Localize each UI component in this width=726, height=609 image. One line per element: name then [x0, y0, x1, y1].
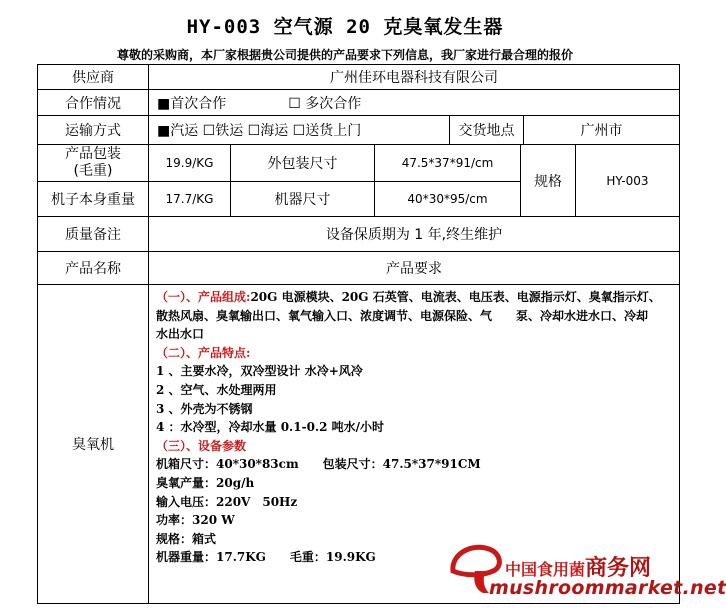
coop-first-option[interactable]: ■首次合作 [157, 95, 227, 112]
coop-multi-option[interactable]: ☐ 多次合作 [288, 95, 362, 112]
pack-weight: 19.9/KG [148, 144, 231, 182]
quality-value: 设备保质期为 1 年,终生维护 [148, 216, 680, 252]
param-3: 输入电压：220V 50Hz [156, 494, 298, 509]
transport-label: 运输方式 [37, 115, 149, 145]
param-5: 规格：箱式 [156, 531, 217, 546]
net-weight-value: 17.7/KG [148, 181, 231, 217]
quality-label: 质量备注 [37, 216, 149, 252]
feature-4: 4 ：水冷型，冷却水量 0.1-0.2 吨水/小时 [156, 420, 385, 435]
coop-options [148, 89, 680, 116]
composition-heading: （一）、产品组成: [156, 290, 251, 304]
coop-label: 合作情况 [37, 89, 149, 116]
outer-size-value: 47.5*37*91/cm [374, 144, 521, 182]
params-heading: （三）、设备参数 [156, 438, 247, 453]
watermark-en: mushroommarket.net [489, 577, 726, 599]
watermark-logo [445, 537, 726, 603]
pack-label-text: 产品包装(毛重) [65, 146, 121, 179]
intro-text: 尊敬的采购商，本厂家根据贵公司提供的产品要求下列信息，我厂家进行最合理的报价 [116, 48, 573, 62]
product-req-label: 产品要求 [148, 251, 680, 285]
document-title: HY-003 空气源 20 克臭氧发生器 [186, 16, 504, 38]
feature-3: 3 、外壳为不锈钢 [156, 401, 253, 416]
features-heading: （二）、产品特点: [156, 345, 251, 360]
param-4: 功率：320 W [156, 513, 235, 528]
product-name-value: 臭氧机 [37, 284, 149, 604]
machine-size-value: 40*30*95/cm [374, 181, 521, 217]
delivery-value: 广州市 [523, 115, 680, 145]
composition-line-1 [156, 288, 674, 307]
param-6: 机器重量：17.7KG 毛重：19.9KG [156, 550, 376, 565]
net-weight-label: 机子本身重量 [37, 181, 149, 217]
feature-1: 1 、主要水冷，双冷型设计 水冷+风冷 [156, 364, 363, 379]
watermark-cn-big: 商务网 [585, 556, 652, 581]
spec-value: HY-003 [575, 144, 680, 217]
feature-2: 2 、空气、水处理两用 [156, 382, 277, 397]
param-2: 臭氧产量：20g/h [156, 475, 255, 490]
composition-text-1: 20G 电源模块、20G 石英管、电流表、电压表、电源指示灯、臭氧指示灯、 [250, 290, 661, 304]
param-1: 机箱尺寸：40*30*83cm 包装尺寸：47.5*37*91CM [156, 457, 481, 472]
machine-size-label: 机器尺寸 [230, 181, 375, 217]
outer-size-label: 外包装尺寸 [230, 144, 375, 182]
product-name-label: 产品名称 [37, 251, 149, 285]
spec-label: 规格 [520, 144, 576, 217]
supplier-label: 供应商 [37, 64, 149, 90]
composition-line-2: 散热风扇、臭氧输出口、氧气输入口、浓度调节、电源保险、气 泵、冷却水进水口、冷却 [156, 308, 649, 323]
transport-options[interactable]: ■汽运 ☐铁运 ☐海运 ☐送货上门 [148, 115, 450, 145]
composition-line-3: 水出水口 [156, 327, 205, 342]
watermark-cn-text: 中国食用菌 [505, 560, 586, 579]
supplier-value: 广州佳环电器科技有限公司 [148, 64, 680, 90]
delivery-label: 交货地点 [449, 115, 524, 145]
pack-label [37, 144, 149, 182]
